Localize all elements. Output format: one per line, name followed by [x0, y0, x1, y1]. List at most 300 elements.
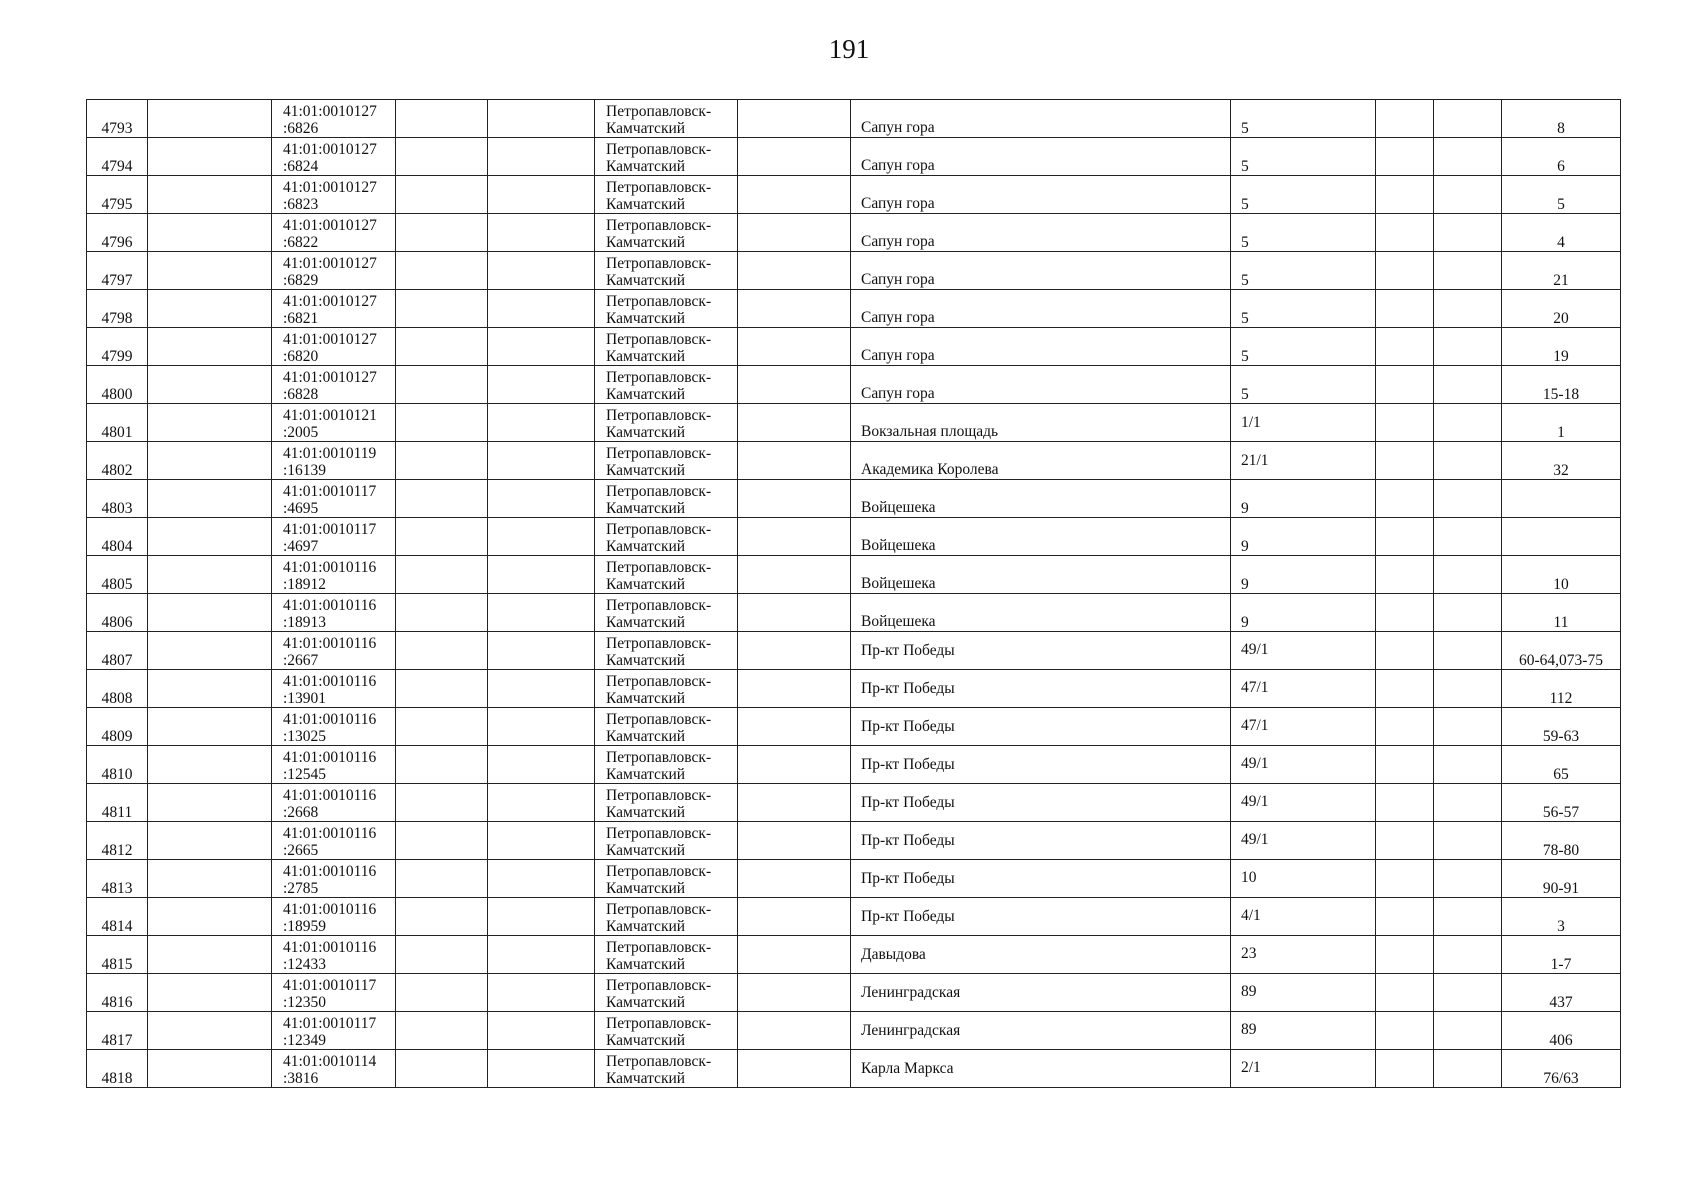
empty-cell — [488, 936, 595, 974]
empty-cell — [148, 480, 272, 518]
cadastral-number-cell — [272, 632, 396, 670]
empty-cell — [396, 328, 488, 366]
empty-cell — [738, 860, 851, 898]
street-cell — [851, 1012, 1231, 1050]
cadastral-number-part1: 41:01:0010127 — [283, 293, 377, 310]
house-cell — [1231, 1012, 1376, 1050]
cadastral-number-part1: 41:01:0010116 — [283, 825, 377, 842]
apartment-cell — [1502, 480, 1621, 518]
apartment-number: 4 — [1557, 234, 1565, 251]
cadastral-number-cell — [272, 366, 396, 404]
empty-cell — [1376, 632, 1434, 670]
empty-cell — [1376, 556, 1434, 594]
city-line2: Камчатский — [606, 994, 686, 1011]
empty-cell — [1376, 746, 1434, 784]
empty-cell — [396, 290, 488, 328]
empty-cell — [148, 252, 272, 290]
empty-cell — [738, 1050, 851, 1088]
table-row — [87, 404, 1621, 442]
cadastral-number-cell — [272, 138, 396, 176]
city-cell — [595, 556, 738, 594]
cadastral-number-part2: :2668 — [283, 804, 319, 821]
row-number-cell — [87, 898, 148, 936]
empty-cell — [488, 100, 595, 138]
city-line2: Камчатский — [606, 804, 686, 821]
empty-cell — [488, 252, 595, 290]
street-cell — [851, 176, 1231, 214]
city-cell — [595, 1012, 738, 1050]
empty-cell — [488, 594, 595, 632]
street-name: Карла Маркса — [861, 1059, 954, 1077]
row-number-cell — [87, 860, 148, 898]
empty-cell — [1376, 328, 1434, 366]
house-cell — [1231, 556, 1376, 594]
house-cell — [1231, 898, 1376, 936]
house-cell — [1231, 860, 1376, 898]
cadastral-number-part2: :2667 — [283, 652, 319, 669]
row-number: 4801 — [101, 424, 133, 441]
city-cell — [595, 670, 738, 708]
cadastral-number-cell — [272, 176, 396, 214]
house-number: 89 — [1241, 1021, 1257, 1038]
empty-cell — [738, 290, 851, 328]
city-line2: Камчатский — [606, 120, 686, 137]
empty-cell — [738, 252, 851, 290]
empty-cell — [148, 936, 272, 974]
row-number: 4802 — [101, 462, 133, 479]
empty-cell — [396, 1012, 488, 1050]
city-line2: Камчатский — [606, 1070, 686, 1087]
empty-cell — [738, 518, 851, 556]
cadastral-number-part1: 41:01:0010127 — [283, 369, 377, 386]
cadastral-number-cell — [272, 1012, 396, 1050]
city-line1: Петропавловск- — [606, 179, 712, 196]
empty-cell — [1434, 442, 1502, 480]
empty-cell — [738, 442, 851, 480]
city-cell — [595, 290, 738, 328]
house-cell — [1231, 632, 1376, 670]
cadastral-number-part2: :6824 — [283, 158, 319, 175]
house-number: 21/1 — [1241, 452, 1269, 469]
empty-cell — [488, 784, 595, 822]
house-cell — [1231, 936, 1376, 974]
cadastral-number-part2: :6820 — [283, 348, 319, 365]
table-row — [87, 480, 1621, 518]
apartment-cell — [1502, 366, 1621, 404]
empty-cell — [488, 746, 595, 784]
house-number: 5 — [1241, 158, 1249, 175]
empty-cell — [738, 214, 851, 252]
city-line2: Камчатский — [606, 956, 686, 973]
empty-cell — [148, 670, 272, 708]
city-cell — [595, 1050, 738, 1088]
empty-cell — [1376, 138, 1434, 176]
cadastral-number-part1: 41:01:0010116 — [283, 635, 377, 652]
empty-cell — [148, 100, 272, 138]
empty-cell — [738, 594, 851, 632]
empty-cell — [148, 898, 272, 936]
row-number-cell — [87, 670, 148, 708]
table-row — [87, 328, 1621, 366]
empty-cell — [1376, 822, 1434, 860]
street-name: Ленинградская — [861, 983, 961, 1001]
apartment-number: 15-18 — [1542, 386, 1580, 403]
empty-cell — [1434, 670, 1502, 708]
cadastral-number-cell — [272, 404, 396, 442]
street-cell — [851, 670, 1231, 708]
house-cell — [1231, 328, 1376, 366]
row-number: 4818 — [101, 1070, 133, 1087]
empty-cell — [1376, 974, 1434, 1012]
table-row — [87, 138, 1621, 176]
table-row — [87, 100, 1621, 138]
house-number: 5 — [1241, 196, 1249, 213]
table-row — [87, 1012, 1621, 1050]
empty-cell — [1434, 708, 1502, 746]
cadastral-number-part2: :2785 — [283, 880, 319, 897]
row-number: 4813 — [101, 880, 133, 897]
city-cell — [595, 784, 738, 822]
house-number: 9 — [1241, 576, 1249, 593]
empty-cell — [396, 860, 488, 898]
apartment-number: 60-64,073-75 — [1519, 652, 1603, 669]
house-cell — [1231, 1050, 1376, 1088]
empty-cell — [148, 784, 272, 822]
house-number: 49/1 — [1241, 793, 1269, 810]
cadastral-number-part1: 41:01:0010121 — [283, 407, 377, 424]
empty-cell — [738, 898, 851, 936]
empty-cell — [738, 822, 851, 860]
house-number: 49/1 — [1241, 755, 1269, 772]
empty-cell — [396, 556, 488, 594]
table-row — [87, 974, 1621, 1012]
cadastral-number-part1: 41:01:0010127 — [283, 331, 377, 348]
apartment-number: 112 — [1549, 690, 1573, 707]
table-row — [87, 556, 1621, 594]
city-line2: Камчатский — [606, 652, 686, 669]
house-number: 1/1 — [1241, 414, 1261, 431]
street-cell — [851, 366, 1231, 404]
city-line2: Камчатский — [606, 424, 686, 441]
city-line2: Камчатский — [606, 348, 686, 365]
city-line2: Камчатский — [606, 880, 686, 897]
apartment-number: 5 — [1557, 196, 1565, 213]
empty-cell — [1434, 1012, 1502, 1050]
cadastral-number-part1: 41:01:0010116 — [283, 863, 377, 880]
apartment-cell — [1502, 442, 1621, 480]
apartment-number: 1-7 — [1550, 956, 1572, 973]
cadastral-number-part1: 41:01:0010116 — [283, 939, 377, 956]
apartment-number: 65 — [1553, 766, 1569, 783]
row-number-cell — [87, 328, 148, 366]
city-cell — [595, 708, 738, 746]
city-line1: Петропавловск- — [606, 825, 712, 842]
empty-cell — [1434, 404, 1502, 442]
table-row — [87, 822, 1621, 860]
empty-cell — [488, 632, 595, 670]
empty-cell — [396, 594, 488, 632]
street-cell — [851, 480, 1231, 518]
empty-cell — [488, 708, 595, 746]
house-number: 9 — [1241, 500, 1249, 517]
street-cell — [851, 100, 1231, 138]
city-cell — [595, 366, 738, 404]
row-number-cell — [87, 936, 148, 974]
house-cell — [1231, 822, 1376, 860]
empty-cell — [488, 518, 595, 556]
apartment-number: 10 — [1553, 576, 1569, 593]
table-row — [87, 214, 1621, 252]
street-cell — [851, 252, 1231, 290]
empty-cell — [738, 632, 851, 670]
street-cell — [851, 594, 1231, 632]
row-number: 4798 — [101, 310, 133, 327]
cadastral-number-part2: :12545 — [283, 766, 327, 783]
apartment-cell — [1502, 898, 1621, 936]
empty-cell — [738, 176, 851, 214]
house-cell — [1231, 746, 1376, 784]
house-number: 5 — [1241, 386, 1249, 403]
table-row — [87, 594, 1621, 632]
empty-cell — [148, 176, 272, 214]
row-number-cell — [87, 784, 148, 822]
empty-cell — [1376, 214, 1434, 252]
row-number-cell — [87, 290, 148, 328]
street-cell — [851, 214, 1231, 252]
city-line1: Петропавловск- — [606, 1053, 712, 1070]
cadastral-number-cell — [272, 252, 396, 290]
row-number: 4795 — [101, 196, 133, 213]
cadastral-number-part1: 41:01:0010117 — [283, 483, 377, 500]
cadastral-number-cell — [272, 1050, 396, 1088]
city-line1: Петропавловск- — [606, 711, 712, 728]
house-cell — [1231, 100, 1376, 138]
row-number-cell — [87, 442, 148, 480]
street-name: Сапун гора — [861, 233, 935, 250]
city-line1: Петропавловск- — [606, 255, 712, 272]
empty-cell — [738, 556, 851, 594]
table-row — [87, 860, 1621, 898]
street-cell — [851, 936, 1231, 974]
row-number: 4805 — [101, 576, 133, 593]
row-number: 4803 — [101, 500, 133, 517]
row-number: 4804 — [101, 538, 133, 555]
empty-cell — [488, 328, 595, 366]
row-number: 4810 — [101, 766, 133, 783]
row-number: 4793 — [101, 120, 133, 137]
cadastral-number-part2: :18959 — [283, 918, 327, 935]
city-line2: Камчатский — [606, 386, 686, 403]
empty-cell — [396, 974, 488, 1012]
apartment-cell — [1502, 822, 1621, 860]
apartment-number: 3 — [1557, 918, 1565, 935]
house-cell — [1231, 138, 1376, 176]
empty-cell — [148, 518, 272, 556]
empty-cell — [738, 708, 851, 746]
table-row — [87, 746, 1621, 784]
empty-cell — [396, 214, 488, 252]
cadastral-number-cell — [272, 328, 396, 366]
registry-body — [87, 100, 1621, 1088]
empty-cell — [1434, 974, 1502, 1012]
city-line1: Петропавловск- — [606, 1015, 712, 1032]
cadastral-number-part2: :18913 — [283, 614, 327, 631]
row-number-cell — [87, 252, 148, 290]
row-number-cell — [87, 480, 148, 518]
empty-cell — [488, 176, 595, 214]
house-cell — [1231, 290, 1376, 328]
city-line2: Камчатский — [606, 272, 686, 289]
empty-cell — [1376, 176, 1434, 214]
empty-cell — [1434, 632, 1502, 670]
cadastral-number-part2: :12350 — [283, 994, 327, 1011]
empty-cell — [396, 100, 488, 138]
empty-cell — [396, 138, 488, 176]
empty-cell — [488, 366, 595, 404]
empty-cell — [488, 290, 595, 328]
row-number-cell — [87, 138, 148, 176]
house-cell — [1231, 480, 1376, 518]
city-line1: Петропавловск- — [606, 293, 712, 310]
city-line2: Камчатский — [606, 918, 686, 935]
apartment-number: 21 — [1553, 272, 1569, 289]
row-number: 4812 — [101, 842, 133, 859]
registry-table — [86, 99, 1621, 1088]
house-cell — [1231, 518, 1376, 556]
empty-cell — [1376, 252, 1434, 290]
empty-cell — [148, 632, 272, 670]
street-cell — [851, 404, 1231, 442]
cadastral-number-cell — [272, 556, 396, 594]
house-number: 9 — [1241, 614, 1249, 631]
table-row — [87, 708, 1621, 746]
cadastral-number-part2: :4697 — [283, 538, 319, 555]
city-line1: Петропавловск- — [606, 103, 712, 120]
empty-cell — [1434, 480, 1502, 518]
cadastral-number-part1: 41:01:0010116 — [283, 597, 377, 614]
apartment-number: 76/63 — [1543, 1070, 1579, 1087]
street-cell — [851, 442, 1231, 480]
city-cell — [595, 252, 738, 290]
table-row — [87, 518, 1621, 556]
house-number: 9 — [1241, 538, 1249, 555]
empty-cell — [396, 366, 488, 404]
empty-cell — [488, 138, 595, 176]
empty-cell — [488, 214, 595, 252]
city-line2: Камчатский — [606, 576, 686, 593]
street-cell — [851, 898, 1231, 936]
city-line1: Петропавловск- — [606, 749, 712, 766]
street-name: Сапун гора — [861, 157, 935, 174]
house-cell — [1231, 670, 1376, 708]
cadastral-number-part1: 41:01:0010127 — [283, 103, 377, 120]
empty-cell — [148, 974, 272, 1012]
cadastral-number-cell — [272, 708, 396, 746]
cadastral-number-cell — [272, 898, 396, 936]
row-number-cell — [87, 100, 148, 138]
row-number-cell — [87, 366, 148, 404]
street-name: Пр-кт Победы — [861, 717, 955, 735]
city-cell — [595, 936, 738, 974]
cadastral-number-part1: 41:01:0010119 — [283, 445, 377, 462]
row-number-cell — [87, 214, 148, 252]
cadastral-number-part1: 41:01:0010127 — [283, 179, 377, 196]
cadastral-number-part2: :2665 — [283, 842, 319, 859]
empty-cell — [1376, 784, 1434, 822]
cadastral-number-part1: 41:01:0010117 — [283, 521, 377, 538]
city-line1: Петропавловск- — [606, 483, 712, 500]
apartment-number: 11 — [1553, 614, 1569, 631]
table-row — [87, 936, 1621, 974]
empty-cell — [738, 138, 851, 176]
empty-cell — [488, 974, 595, 1012]
house-cell — [1231, 974, 1376, 1012]
street-cell — [851, 632, 1231, 670]
empty-cell — [1434, 860, 1502, 898]
empty-cell — [396, 784, 488, 822]
empty-cell — [738, 366, 851, 404]
empty-cell — [488, 670, 595, 708]
city-line1: Петропавловск- — [606, 787, 712, 804]
city-line1: Петропавловск- — [606, 939, 712, 956]
city-cell — [595, 860, 738, 898]
street-name: Ленинградская — [861, 1021, 961, 1039]
apartment-cell — [1502, 708, 1621, 746]
cadastral-number-part1: 41:01:0010116 — [283, 711, 377, 728]
street-cell — [851, 746, 1231, 784]
empty-cell — [148, 442, 272, 480]
empty-cell — [1376, 442, 1434, 480]
table-row — [87, 290, 1621, 328]
apartment-cell — [1502, 214, 1621, 252]
city-line2: Камчатский — [606, 614, 686, 631]
empty-cell — [488, 1012, 595, 1050]
city-line1: Петропавловск- — [606, 369, 712, 386]
empty-cell — [1376, 1050, 1434, 1088]
empty-cell — [1376, 898, 1434, 936]
empty-cell — [1434, 594, 1502, 632]
house-cell — [1231, 784, 1376, 822]
city-line2: Камчатский — [606, 538, 686, 555]
empty-cell — [1434, 936, 1502, 974]
apartment-number: 406 — [1549, 1032, 1573, 1049]
row-number-cell — [87, 594, 148, 632]
empty-cell — [1376, 366, 1434, 404]
row-number: 4806 — [101, 614, 133, 631]
cadastral-number-part1: 41:01:0010116 — [283, 901, 377, 918]
empty-cell — [148, 404, 272, 442]
empty-cell — [738, 100, 851, 138]
empty-cell — [148, 214, 272, 252]
empty-cell — [738, 328, 851, 366]
city-cell — [595, 214, 738, 252]
table-row — [87, 442, 1621, 480]
cadastral-number-cell — [272, 290, 396, 328]
city-cell — [595, 594, 738, 632]
street-cell — [851, 138, 1231, 176]
row-number-cell — [87, 632, 148, 670]
empty-cell — [396, 252, 488, 290]
empty-cell — [1376, 1012, 1434, 1050]
cadastral-number-part2: :13901 — [283, 690, 327, 707]
row-number: 4800 — [101, 386, 133, 403]
row-number-cell — [87, 708, 148, 746]
empty-cell — [148, 1050, 272, 1088]
cadastral-number-part2: :18912 — [283, 576, 327, 593]
apartment-number: 437 — [1549, 994, 1573, 1011]
cadastral-number-cell — [272, 100, 396, 138]
empty-cell — [1434, 784, 1502, 822]
